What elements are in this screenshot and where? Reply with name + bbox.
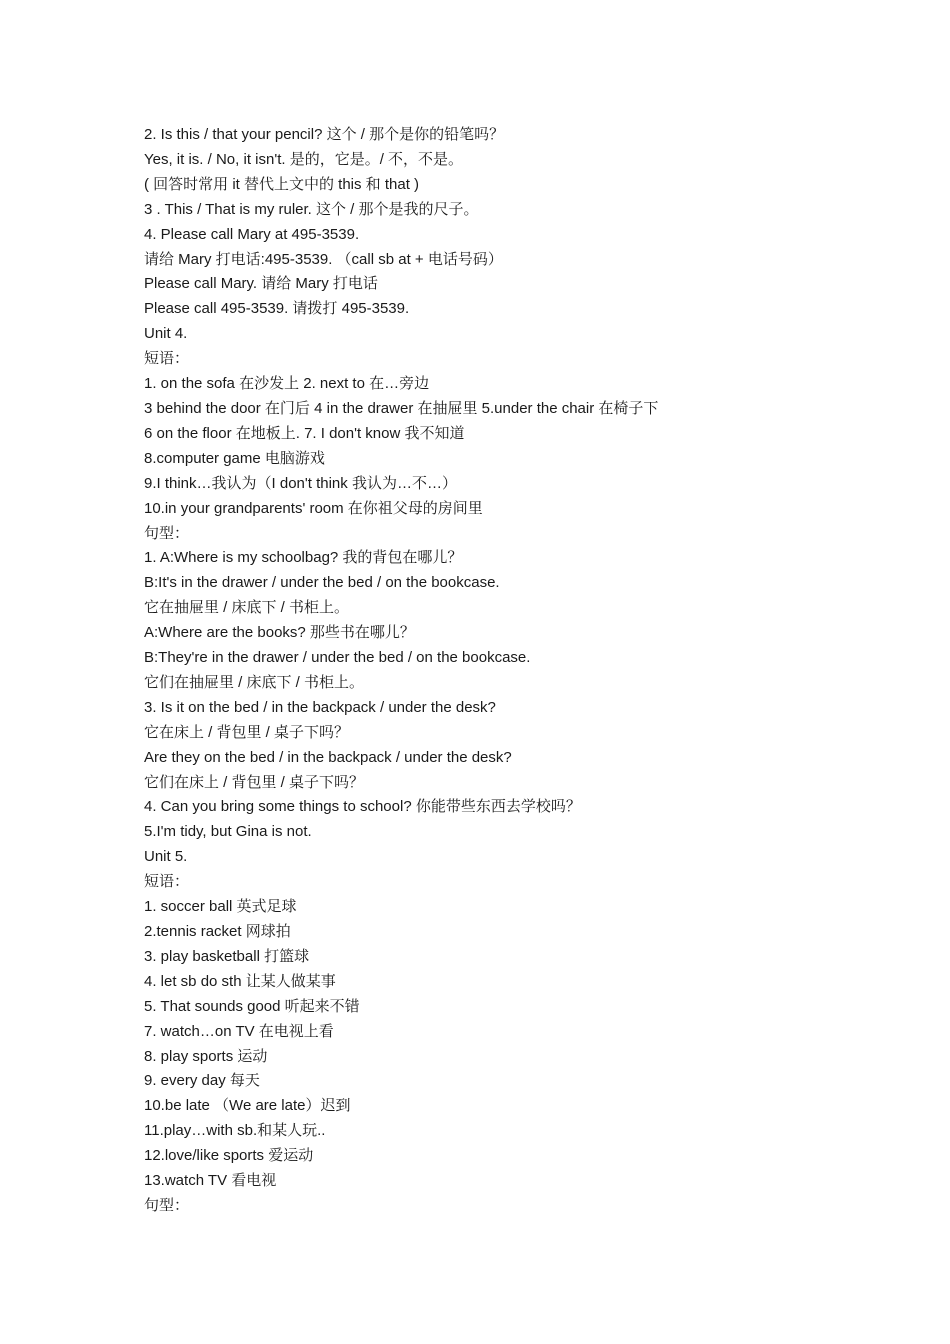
text-line: 4. let sb do sth 让某人做某事 xyxy=(144,972,336,990)
text-line: Yes, it is. / No, it isn't. 是的，它是。/ 不，不是。 xyxy=(144,150,464,168)
text-line: 8.computer game 电脑游戏 xyxy=(144,449,325,467)
text-line: B:It's in the drawer / under the bed / on the bookcase. xyxy=(144,574,500,592)
text-line: 1. A:Where is my schoolbag? 我的背包在哪儿？ xyxy=(144,549,463,567)
text-line: 3. play basketball 打篮球 xyxy=(144,947,310,965)
text-line: 它在抽屉里 / 床底下 / 书柜上。 xyxy=(144,599,350,617)
text-line: 3 . This / That is my ruler. 这个 / 那个是我的尺子。 xyxy=(144,200,479,218)
unit-heading: Unit 5. xyxy=(144,848,188,866)
text-line: 2.tennis racket 网球拍 xyxy=(144,923,291,940)
text-line: 12.love/like sports 爱运动 xyxy=(144,1147,314,1165)
text-line: 1. soccer ball 英式足球 xyxy=(144,898,297,916)
text-line: 1. on the sofa 在沙发上 2. next to 在…旁边 xyxy=(144,375,430,393)
text-line: 它们在床上 / 背包里 / 桌子下吗？ xyxy=(144,773,365,791)
text-line: Are they on the bed / in the backpack / under the desk? xyxy=(144,748,512,766)
text-line: 它在床上 / 背包里 / 桌子下吗？ xyxy=(144,723,350,741)
text-line: 9. every day 每天 xyxy=(144,1072,260,1090)
text-line: Please call Mary. 请给 Mary 打电话 xyxy=(144,275,378,293)
text-line: 10.in your grandparents' room 在你祖父母的房间里 xyxy=(144,499,483,517)
text-line: 3 behind the door 在门后 4 in the drawer 在抽屉里 5.under the chair 在椅子下 xyxy=(144,399,659,417)
text-line: 它们在抽屉里 / 床底下 / 书柜上。 xyxy=(144,673,365,691)
text-line: 7. watch…on TV 在电视上看 xyxy=(144,1022,334,1040)
text-line: Please call 495-3539. 请拨打 495-3539. xyxy=(144,300,410,318)
section-heading: 句型： xyxy=(144,524,190,542)
text-line: 9.I think…我认为（I don't think 我认为…不…） xyxy=(144,474,457,492)
text-line: 6 on the floor 在地板上. 7. I don't know 我不知道 xyxy=(144,424,465,442)
text-line: 请给 Mary 打电话:495-3539. （call sb at + 电话号码） xyxy=(144,250,503,268)
document-body xyxy=(144,123,824,1219)
text-line: 3. Is it on the bed / in the backpack / under the desk? xyxy=(144,698,496,716)
text-line: A:Where are the books? 那些书在哪儿？ xyxy=(144,624,415,642)
text-line: ( 回答时常用 it 替代上文中的 this 和 that ) xyxy=(144,175,420,193)
text-line: 11.play…with sb.和某人玩.. xyxy=(144,1122,326,1140)
text-line: 4. Please call Mary at 495-3539. xyxy=(144,225,360,243)
text-line: 2. Is this / that your pencil? 这个 / 那个是你的铅笔吗？ xyxy=(144,126,505,143)
section-heading: 短语： xyxy=(144,873,190,891)
text-line: 13.watch TV 看电视 xyxy=(144,1172,277,1190)
text-line: 5. That sounds good 听起来不错 xyxy=(144,997,360,1015)
text-line: 10.be late （We are late）迟到 xyxy=(144,1097,351,1115)
unit-heading: Unit 4. xyxy=(144,325,188,343)
section-heading: 句型： xyxy=(144,1196,190,1214)
text-line: 5.I'm tidy, but Gina is not. xyxy=(144,823,312,841)
text-line: 4. Can you bring some things to school? 你能带些东西去学校吗？ xyxy=(144,798,581,816)
text-line: B:They're in the drawer / under the bed / on the bookcase. xyxy=(144,649,531,667)
section-heading: 短语： xyxy=(144,350,190,368)
text-line: 8. play sports 运动 xyxy=(144,1047,268,1065)
